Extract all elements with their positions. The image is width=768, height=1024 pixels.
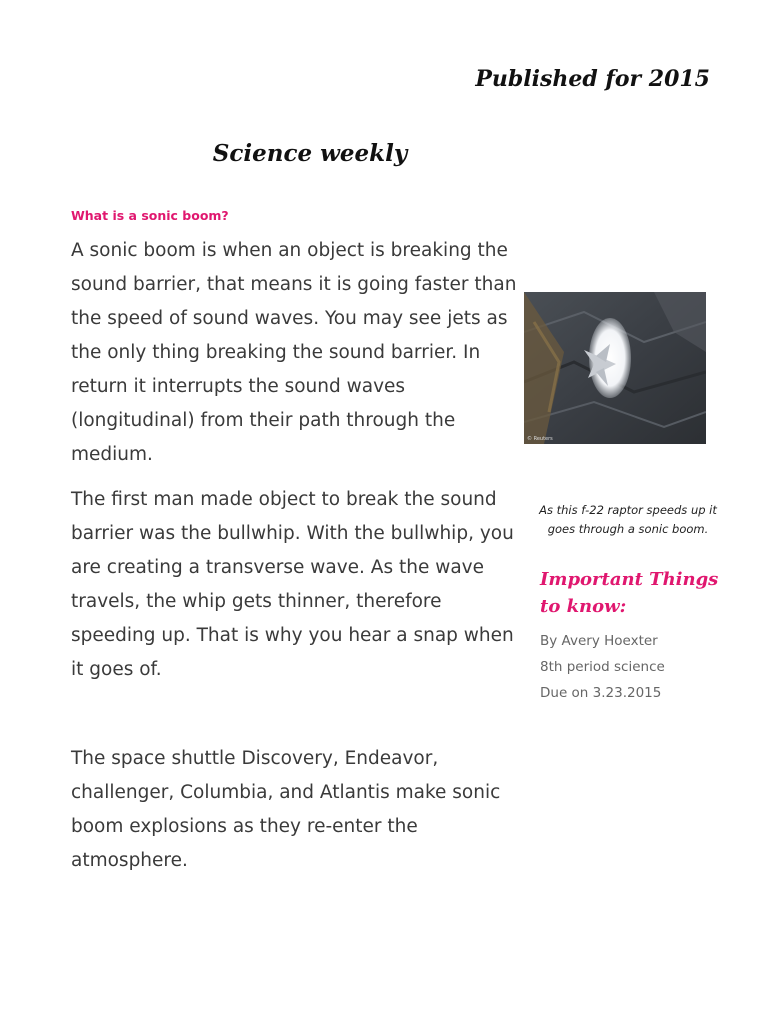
- masthead-title: Science weekly: [212, 140, 408, 167]
- section-question-heading: What is a sonic boom?: [71, 208, 229, 223]
- article-paragraph-1: A sonic boom is when an object is breaking the sound barrier, that means it is going faster than the speed of sound waves. You may see jets as the only thing breaking the sound barrier. In return it interrupts the sound waves (longitudinal) from their path through the medium.: [71, 240, 517, 465]
- article-paragraph-3: The space shuttle Discovery, Endeavor, challenger, Columbia, and Atlantis make sonic boom explosions as they re-enter the atmosphere.: [71, 748, 501, 871]
- important-heading: Important Things to know:: [540, 569, 719, 617]
- published-year: Published for 2015: [475, 66, 710, 92]
- jet-sonic-boom-photo: [524, 292, 706, 444]
- photo-caption: As this f-22 raptor speeds up it goes through a sonic boom.: [539, 503, 717, 536]
- article-paragraph-2: The first man made object to break the sound barrier was the bullwhip. With the bullwhip, you are creating a transverse wave. As the wave travels, the whip gets thinner, therefore speeding up. That is why you hear a snap when it goes of.: [71, 489, 514, 680]
- author-line: By Avery Hoexter: [540, 633, 658, 649]
- due-date-line: Due on 3.23.2015: [540, 685, 662, 701]
- photo-credit: © Reuters: [527, 436, 553, 442]
- class-period-line: 8th period science: [540, 659, 665, 675]
